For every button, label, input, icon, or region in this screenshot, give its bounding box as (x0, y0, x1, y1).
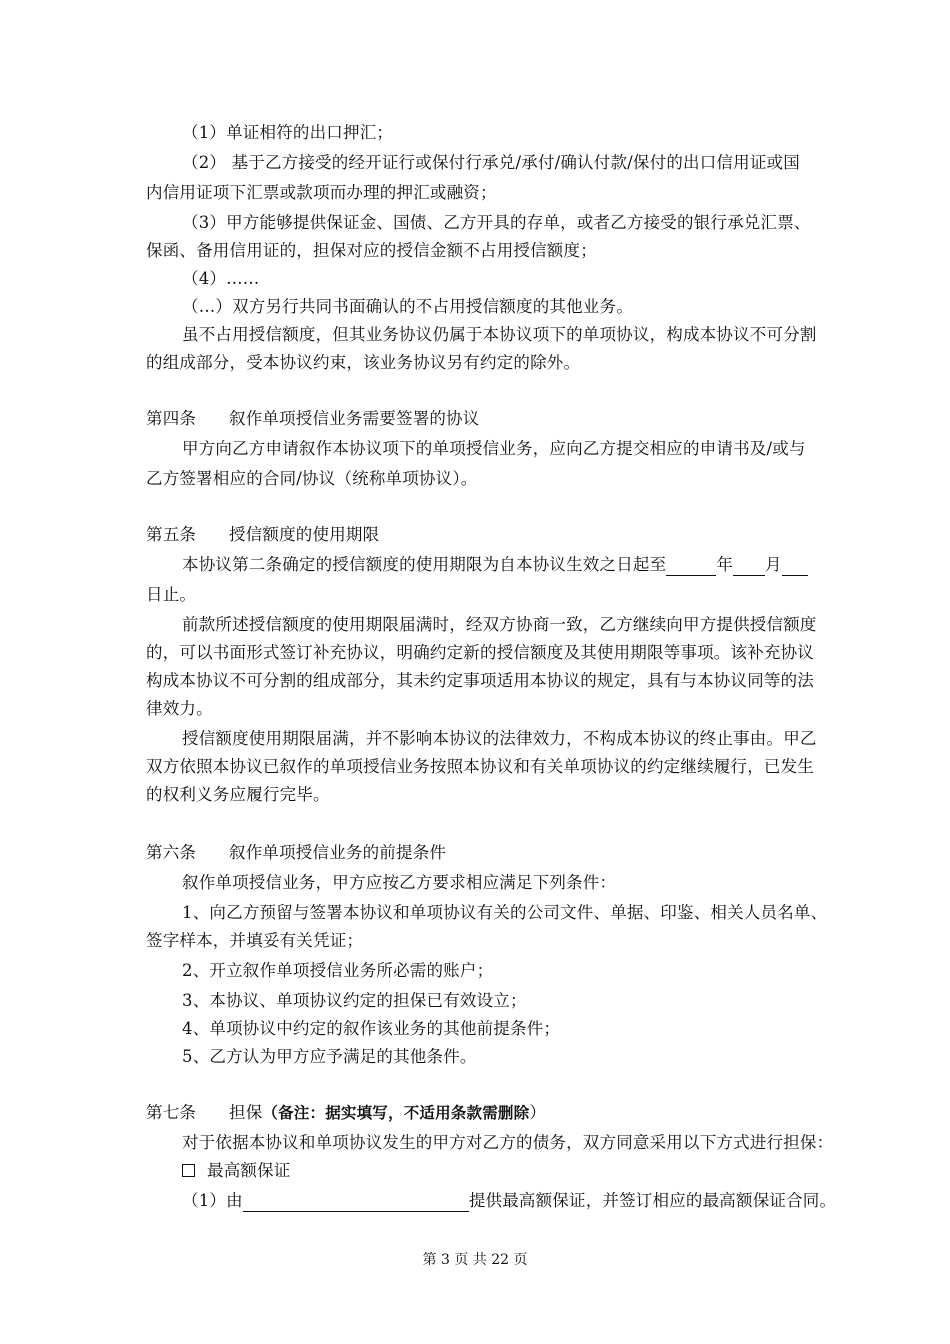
footer-mid: 页 共 (454, 1252, 487, 1268)
article-4-paragraph-line-2: 乙方签署相应的合同/协议（统称单项协议）。 (146, 469, 478, 488)
option-max-guarantee (182, 1160, 291, 1182)
paragraph-line-2: 的组成部分，受本协议约束，该业务协议另有约定的除外。 (146, 353, 581, 372)
condition-4: 4、单项协议中约定的叙作该业务的其他前提条件； (182, 1019, 561, 1038)
item-4: （4）…… (182, 269, 260, 288)
article-5-p2-line-4: 律效力。 (146, 699, 213, 718)
article-4-paragraph-line-1: 甲方向乙方申请叙作本协议项下的单项授信业务，应向乙方提交相应的申请书及/或与 (182, 439, 806, 458)
article-5-p2-line-1: 前款所述授信额度的使用期限届满时，经双方协商一致，乙方继续向甲方提供授信额度 (182, 615, 817, 634)
term-text: 本协议第二条确定的授信额度的使用期限为自本协议生效之日起至 (182, 555, 667, 574)
article-6-number: 第六条 (146, 843, 197, 862)
article-6-title: 叙作单项授信业务的前提条件 (229, 843, 447, 862)
item-3-line-1: （3）甲方能够提供保证金、国债、乙方开具的存单，或者乙方接受的银行承兑汇票、 (182, 213, 811, 232)
detail-suffix: 提供最高额保证，并签订相应的最高额保证合同。 (468, 1191, 837, 1210)
item-2-line-2: 内信用证项下汇票或款项而办理的押汇或融资； (146, 183, 497, 202)
article-5-p3-line-3: 的权利义务应履行完毕。 (146, 785, 330, 804)
article-5-title: 授信额度的使用期限 (229, 525, 380, 544)
guarantor-blank[interactable] (243, 1193, 469, 1212)
article-7-note-close: ） (529, 1103, 547, 1122)
condition-3: 3、本协议、单项协议约定的担保已有效设立； (182, 991, 527, 1010)
year-blank[interactable] (666, 557, 716, 576)
day-blank[interactable] (782, 557, 808, 576)
item-etc: （…）双方另行共同书面确认的不占用授信额度的其他业务。 (182, 297, 633, 316)
condition-5: 5、乙方认为甲方应予满足的其他条件。 (182, 1047, 477, 1066)
month-label: 月 (765, 555, 782, 574)
total-pages: 22 (491, 1252, 510, 1268)
option-checkbox[interactable] (182, 1164, 195, 1177)
condition-1-line-1: 1、向乙方预留与签署本协议和单项协议有关的公司文件、单据、印鉴、相关人员名单、 (182, 903, 828, 922)
item-3-line-2: 保函、备用信用证的，担保对应的授信金额不占用授信额度； (146, 241, 597, 260)
footer-post: 页 (513, 1252, 528, 1268)
article-5-p1-line-1 (182, 554, 808, 576)
paragraph-line-1: 虽不占用授信额度，但其业务协议仍属于本协议项下的单项协议，构成本协议不可分割 (182, 325, 817, 344)
article-7-number: 第七条 (146, 1103, 197, 1122)
option-1-detail (182, 1190, 836, 1212)
article-5-p1-line-2: 日止。 (146, 585, 197, 604)
item-1: （1）单证相符的出口押汇； (182, 123, 394, 142)
option-label: 最高额保证 (207, 1161, 291, 1180)
year-label: 年 (716, 555, 734, 574)
article-5-p3-line-1: 授信额度使用期限届满，并不影响本协议的法律效力，不构成本协议的终止事由。甲乙 (182, 729, 817, 748)
month-blank[interactable] (733, 557, 765, 576)
article-4-title: 叙作单项授信业务需要签署的协议 (229, 409, 480, 428)
article-5-p3-line-2: 双方依照本协议已叙作的单项授信业务按照本协议和有关单项协议的约定继续履行，已发生 (146, 757, 814, 776)
article-6-intro: 叙作单项授信业务，甲方应按乙方要求相应满足下列条件： (182, 873, 617, 892)
detail-prefix: （1）由 (182, 1191, 243, 1210)
article-5-p2-line-3: 构成本协议不可分割的组成部分，其未约定事项适用本协议的规定，具有与本协议同等的法 (146, 671, 814, 690)
page-number: 3 (440, 1252, 450, 1268)
item-2-line-1: （2） 基于乙方接受的经开证行或保付行承兑/承付/确认付款/保付的出口信用证或国 (182, 153, 800, 172)
article-4-number: 第四条 (146, 409, 197, 428)
article-7-intro: 对于依据本协议和单项协议发生的甲方对乙方的债务，双方同意采用以下方式进行担保： (182, 1133, 834, 1152)
article-7-title-row (229, 1102, 546, 1124)
article-7-title: 担保 (229, 1103, 263, 1122)
condition-1-line-2: 签字样本，并填妥有关凭证； (146, 931, 364, 950)
page-footer (0, 1249, 950, 1269)
article-7-note: （备注：据实填写，不适用条款需删除 (262, 1104, 530, 1122)
article-5-p2-line-2: 的，可以书面形式签订补充协议，明确约定新的授信额度及其使用期限等事项。该补充协议 (146, 643, 814, 662)
footer-pre: 第 (422, 1252, 437, 1268)
article-5-number: 第五条 (146, 525, 197, 544)
condition-2: 2、开立叙作单项授信业务所必需的账户； (182, 961, 494, 980)
